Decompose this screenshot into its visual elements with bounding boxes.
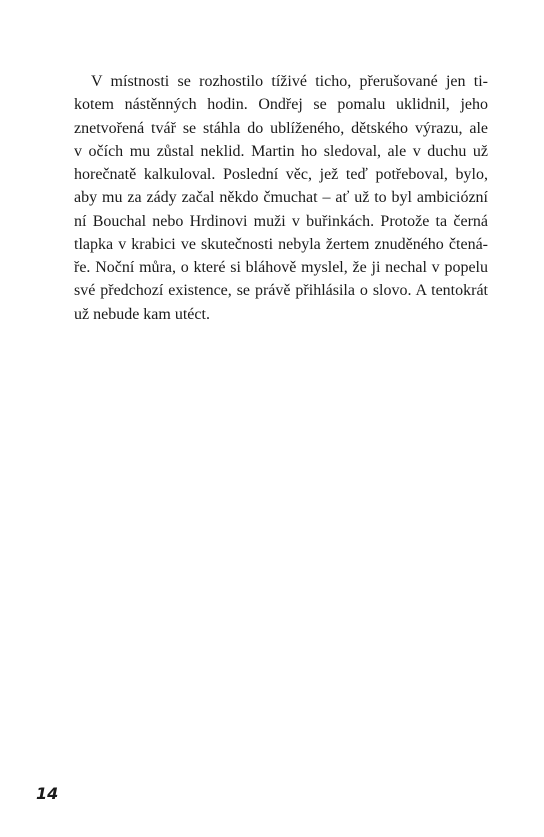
body-paragraph xyxy=(74,70,488,326)
paragraph-line: aby mu za zády začal někdo čmuchat – ať už to byl ambiciózní xyxy=(74,189,488,207)
paragraph-line: horečnatě kalkuloval. Poslední věc, jež teď potřeboval, bylo, xyxy=(74,166,488,183)
paragraph-line: své předchozí existence, se právě přihlásila o slovo. A tentokrát xyxy=(74,282,488,300)
paragraph-line: tlapka v krabici ve skutečnosti nebyla žertem znuděného čtená- xyxy=(74,235,488,253)
paragraph-line: ní Bouchal nebo Hrdinovi muži v buřinkách. Protože ta černá xyxy=(74,212,488,230)
paragraph-line: v očích mu zůstal neklid. Martin ho sledoval, ale v duchu už xyxy=(74,142,488,160)
paragraph-line: znetvořená tvář se stáhla do ublíženého, dětského výrazu, ale xyxy=(74,119,488,137)
paragraph-line: kotem nástěnných hodin. Ondřej se pomalu uklidnil, jeho xyxy=(74,96,488,114)
paragraph-line: V místnosti se rozhostilo tíživé ticho, přerušované jen ti- xyxy=(91,73,488,90)
paragraph-line: ře. Noční můra, o které si bláhově myslel, že ji nechal v popelu xyxy=(74,259,488,276)
page-number: 14 xyxy=(36,784,59,803)
paragraph-line: už nebude kam utéct. xyxy=(74,305,210,323)
